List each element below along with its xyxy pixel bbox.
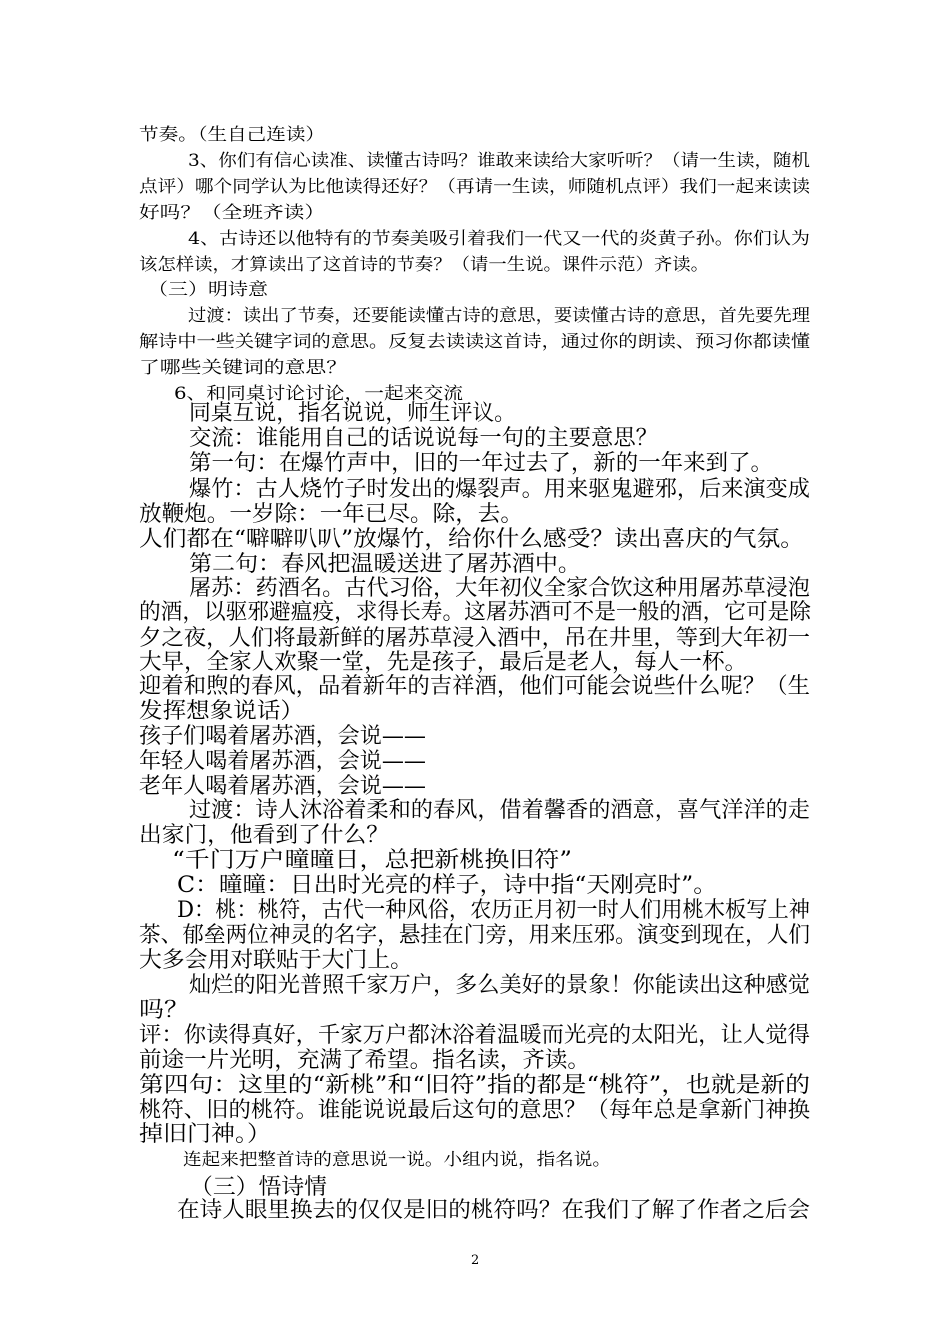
text-line: D：桃：桃符，古代一种风俗，农历正月初一时人们用桃木板写上神	[177, 898, 810, 923]
text-line: 过渡：读出了节奏，还要能读懂古诗的意思，要读懂古诗的意思，首先要先理	[188, 306, 810, 326]
text-line: 夕之夜，人们将最新鲜的屠苏草浸入酒中，吊在井里，等到大年初一	[139, 626, 810, 651]
text-line: 出家门，他看到了什么？	[139, 823, 389, 848]
text-line: 掉旧门神。）	[139, 1122, 271, 1147]
text-line: “千门万户曈曈日，总把新桃换旧符”	[172, 848, 572, 873]
text-line: 桃符、旧的桃符。谁能说说最后这句的意思？（每年总是拿新门神换	[139, 1098, 810, 1123]
text-line: 过渡：诗人沐浴着柔和的春风，借着馨香的酒意，喜气洋洋的走	[189, 798, 810, 823]
text-line: 灿烂的阳光普照千家万户，多么美好的景象！你能读出这种感觉	[189, 973, 810, 998]
page-number: 2	[471, 1253, 480, 1268]
text-line: 第二句：春风把温暖送进了屠苏酒中。	[189, 552, 581, 577]
text-line: 评：你读得真好，千家万户都沐浴着温暖而光亮的太阳光，让人觉得	[139, 1023, 810, 1048]
text-line: 交流：谁能用自己的话说说每一句的主要意思？	[189, 426, 658, 451]
text-line: 节奏。（生自己连读）	[139, 125, 325, 145]
text-line: 了哪些关键词的意思？	[139, 358, 347, 378]
text-line: 人们都在“噼噼叭叭”放爆竹，给你什么感受？读出喜庆的气氛。	[139, 527, 804, 552]
text-line: 第一句：在爆竹声中，旧的一年过去了，新的一年来到了。	[189, 451, 773, 476]
text-line: 前途一片光明，充满了希望。指名读，齐读。	[139, 1048, 590, 1073]
text-line: 茶、郁垒两位神灵的名字，悬挂在门旁，用来压邪。演变到现在，人们	[139, 923, 810, 948]
text-line: 6、和同桌讨论讨论，一起来交流	[174, 384, 463, 404]
text-line: 4、古诗还以他特有的节奏美吸引着我们一代又一代的炎黄子孙。你们认为	[188, 229, 810, 249]
text-line: 放鞭炮。一岁除：一年已尽。除，去。	[139, 502, 523, 527]
text-line: 爆竹：古人烧竹子时发出的爆裂声。用来驱鬼避邪，后来演变成	[189, 477, 810, 502]
text-line: 孩子们喝着屠苏酒，会说——	[139, 724, 426, 749]
text-line: 屠苏：药酒名。古代习俗，大年初仪全家合饮这种用屠苏草浸泡	[189, 576, 810, 601]
text-line: （三）明诗意	[148, 280, 268, 300]
text-line: 大多会用对联贴于大门上。	[139, 948, 413, 973]
text-line: C：曈曈：日出时光亮的样子，诗中指“天刚亮时”。	[177, 873, 717, 898]
text-line: 老年人喝着屠苏酒，会说——	[139, 774, 426, 799]
text-line: 吗？	[139, 998, 189, 1023]
text-line: 解诗中一些关键字词的意思。反复去读读这首诗，通过你的朗读、预习你都读懂	[139, 332, 810, 352]
text-line: 的酒，以驱邪避瘟疫，求得长寿。这屠苏酒可不是一般的酒，它可是除	[139, 600, 811, 625]
text-line: 同桌互说，指名说说，师生评议。	[189, 401, 516, 426]
text-line: 迎着和煦的春风，品着新年的吉祥酒，他们可能会说些什么呢？（生	[139, 674, 810, 699]
text-line: 发挥想象说话）	[139, 699, 304, 724]
text-line: 该怎样读，才算读出了这首诗的节奏？（请一生说。课件示范）齐读。	[139, 255, 709, 275]
text-line: （三）悟诗情	[190, 1175, 327, 1200]
text-line: 3、你们有信心读准、读懂古诗吗？谁敢来读给大家听听？（请一生读，随机	[188, 151, 810, 171]
text-line: 好吗？（全班齐读）	[139, 203, 325, 223]
text-line: 年轻人喝着屠苏酒，会说——	[139, 749, 426, 774]
text-line: 在诗人眼里换去的仅仅是旧的桃符吗？在我们了解了作者之后会	[177, 1198, 810, 1223]
text-line: 大早，全家人欢聚一堂，先是孩子，最后是老人，每人一杯。	[139, 650, 747, 675]
text-line: 连起来把整首诗的意思说一说。小组内说，指名说。	[183, 1150, 611, 1170]
text-line: 第四句：这里的“新桃”和“旧符”指的都是“桃符”，也就是新的	[139, 1073, 810, 1098]
text-line: 点评）哪个同学认为比他读得还好？（再请一生读，师随机点评）我们一起来读读	[139, 177, 810, 197]
